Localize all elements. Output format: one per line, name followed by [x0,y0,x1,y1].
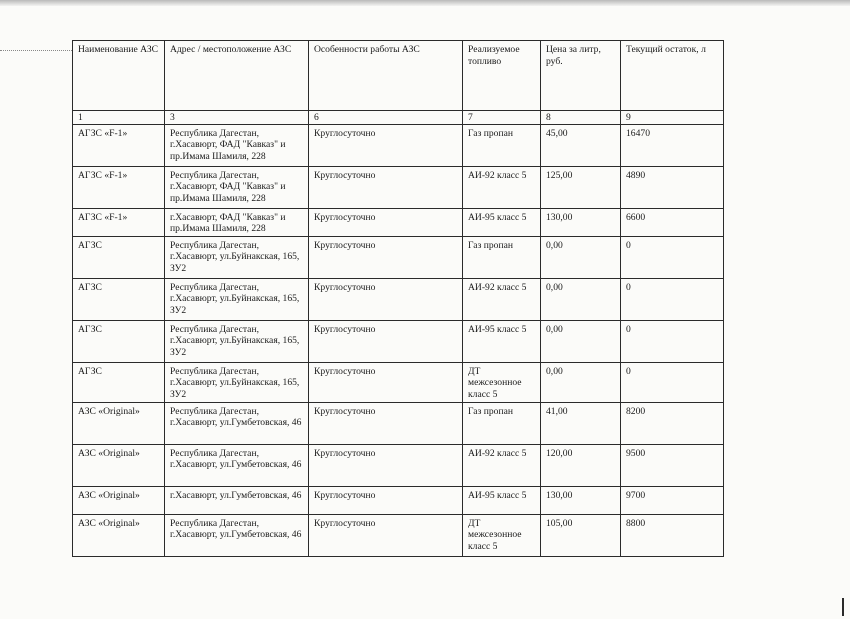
cell-stock: 4890 [621,166,724,208]
cell-working-hours: Круглосуточно [309,208,463,236]
cell-stock: 0 [621,362,724,402]
cell-station-name: АЗС «Original» [73,402,165,444]
header-address: Адрес / местоположение АЗС [165,41,309,111]
cell-address: Республика Дагестан, г.Хасавюрт, ул.Буйнакская, 165, ЗУ2 [165,236,309,278]
column-number: 8 [541,111,621,125]
cell-fuel-type: АИ-95 класс 5 [463,486,541,514]
header-working-hours: Особенности работы АЗС [309,41,463,111]
cell-price: 0,00 [541,278,621,320]
cell-working-hours: Круглосуточно [309,402,463,444]
table-row [73,402,724,444]
cell-fuel-type: Газ пропан [463,124,541,166]
cell-price: 41,00 [541,402,621,444]
cell-fuel-type: АИ-92 класс 5 [463,278,541,320]
column-number: 9 [621,111,724,125]
cell-stock: 0 [621,278,724,320]
cell-stock: 16470 [621,124,724,166]
table-row [73,278,724,320]
cell-stock: 8200 [621,402,724,444]
cell-fuel-type: ДТ межсезонное класс 5 [463,362,541,402]
column-number: 7 [463,111,541,125]
cell-address: г.Хасавюрт, ФАД "Кавказ" и пр.Имама Шамиля, 228 [165,208,309,236]
scan-margin-mark [0,50,72,53]
cell-working-hours: Круглосуточно [309,278,463,320]
cell-price: 0,00 [541,236,621,278]
table-header-row [73,41,724,111]
cell-station-name: АГЗС [73,320,165,362]
table-row [73,124,724,166]
cell-address: Республика Дагестан, г.Хасавюрт, ФАД "Кавказ" и пр.Имама Шамиля, 228 [165,124,309,166]
cell-address: Республика Дагестан, г.Хасавюрт, ул.Гумбетовская, 46 [165,402,309,444]
cell-working-hours: Круглосуточно [309,444,463,486]
table-row [73,320,724,362]
cell-fuel-type: АИ-95 класс 5 [463,208,541,236]
cell-address: Республика Дагестан, г.Хасавюрт, ул.Гумбетовская, 46 [165,444,309,486]
cell-price: 0,00 [541,320,621,362]
header-price-per-liter: Цена за литр, руб. [541,41,621,111]
cell-working-hours: Круглосуточно [309,362,463,402]
cell-working-hours: Круглосуточно [309,514,463,556]
cell-price: 130,00 [541,208,621,236]
table-row [73,166,724,208]
header-station-name: Наименование АЗС [73,41,165,111]
cell-working-hours: Круглосуточно [309,166,463,208]
table-row [73,486,724,514]
cell-fuel-type: АИ-95 класс 5 [463,320,541,362]
table-row [73,514,724,556]
cell-station-name: АЗС «Original» [73,514,165,556]
cell-stock: 6600 [621,208,724,236]
cell-working-hours: Круглосуточно [309,320,463,362]
cell-address: Республика Дагестан, г.Хасавюрт, ул.Буйнакская, 165, ЗУ2 [165,320,309,362]
cell-station-name: АЗС «Original» [73,486,165,514]
cell-station-name: АЗС «Original» [73,444,165,486]
cell-price: 120,00 [541,444,621,486]
cell-price: 125,00 [541,166,621,208]
cell-fuel-type: Газ пропан [463,236,541,278]
cell-working-hours: Круглосуточно [309,236,463,278]
cell-stock: 9700 [621,486,724,514]
cell-station-name: АГЗС «F-1» [73,208,165,236]
column-number: 1 [73,111,165,125]
column-number-row [73,111,724,125]
table-row [73,208,724,236]
cell-fuel-type: АИ-92 класс 5 [463,166,541,208]
cell-address: Республика Дагестан, г.Хасавюрт, ул.Гумбетовская, 46 [165,514,309,556]
cell-working-hours: Круглосуточно [309,124,463,166]
cell-address: г.Хасавюрт, ул.Гумбетовская, 46 [165,486,309,514]
cell-address: Республика Дагестан, г.Хасавюрт, ул.Буйнакская, 165, ЗУ2 [165,278,309,320]
cell-fuel-type: АИ-92 класс 5 [463,444,541,486]
table-row [73,362,724,402]
header-fuel-type: Реализуемое топливо [463,41,541,111]
fuel-stations-table [72,40,724,557]
cell-station-name: АГЗС «F-1» [73,124,165,166]
cell-fuel-type: ДТ межсезонное класс 5 [463,514,541,556]
cell-station-name: АГЗС [73,236,165,278]
cell-price: 0,00 [541,362,621,402]
cell-address: Республика Дагестан, г.Хасавюрт, ФАД "Кавказ" и пр.Имама Шамиля, 228 [165,166,309,208]
cell-price: 105,00 [541,514,621,556]
cell-working-hours: Круглосуточно [309,486,463,514]
cell-address: Республика Дагестан, г.Хасавюрт, ул.Буйнакская, 165, ЗУ2 [165,362,309,402]
header-current-stock: Текущий остаток, л [621,41,724,111]
column-number: 3 [165,111,309,125]
cell-fuel-type: Газ пропан [463,402,541,444]
cell-stock: 0 [621,236,724,278]
cell-price: 130,00 [541,486,621,514]
cell-station-name: АГЗС «F-1» [73,166,165,208]
cell-price: 45,00 [541,124,621,166]
column-number: 6 [309,111,463,125]
scan-edge-top [0,0,850,6]
cell-stock: 9500 [621,444,724,486]
cell-station-name: АГЗС [73,278,165,320]
table-row [73,444,724,486]
cell-stock: 8800 [621,514,724,556]
scan-edge-mark [842,598,844,616]
table-row [73,236,724,278]
cell-station-name: АГЗС [73,362,165,402]
cell-stock: 0 [621,320,724,362]
